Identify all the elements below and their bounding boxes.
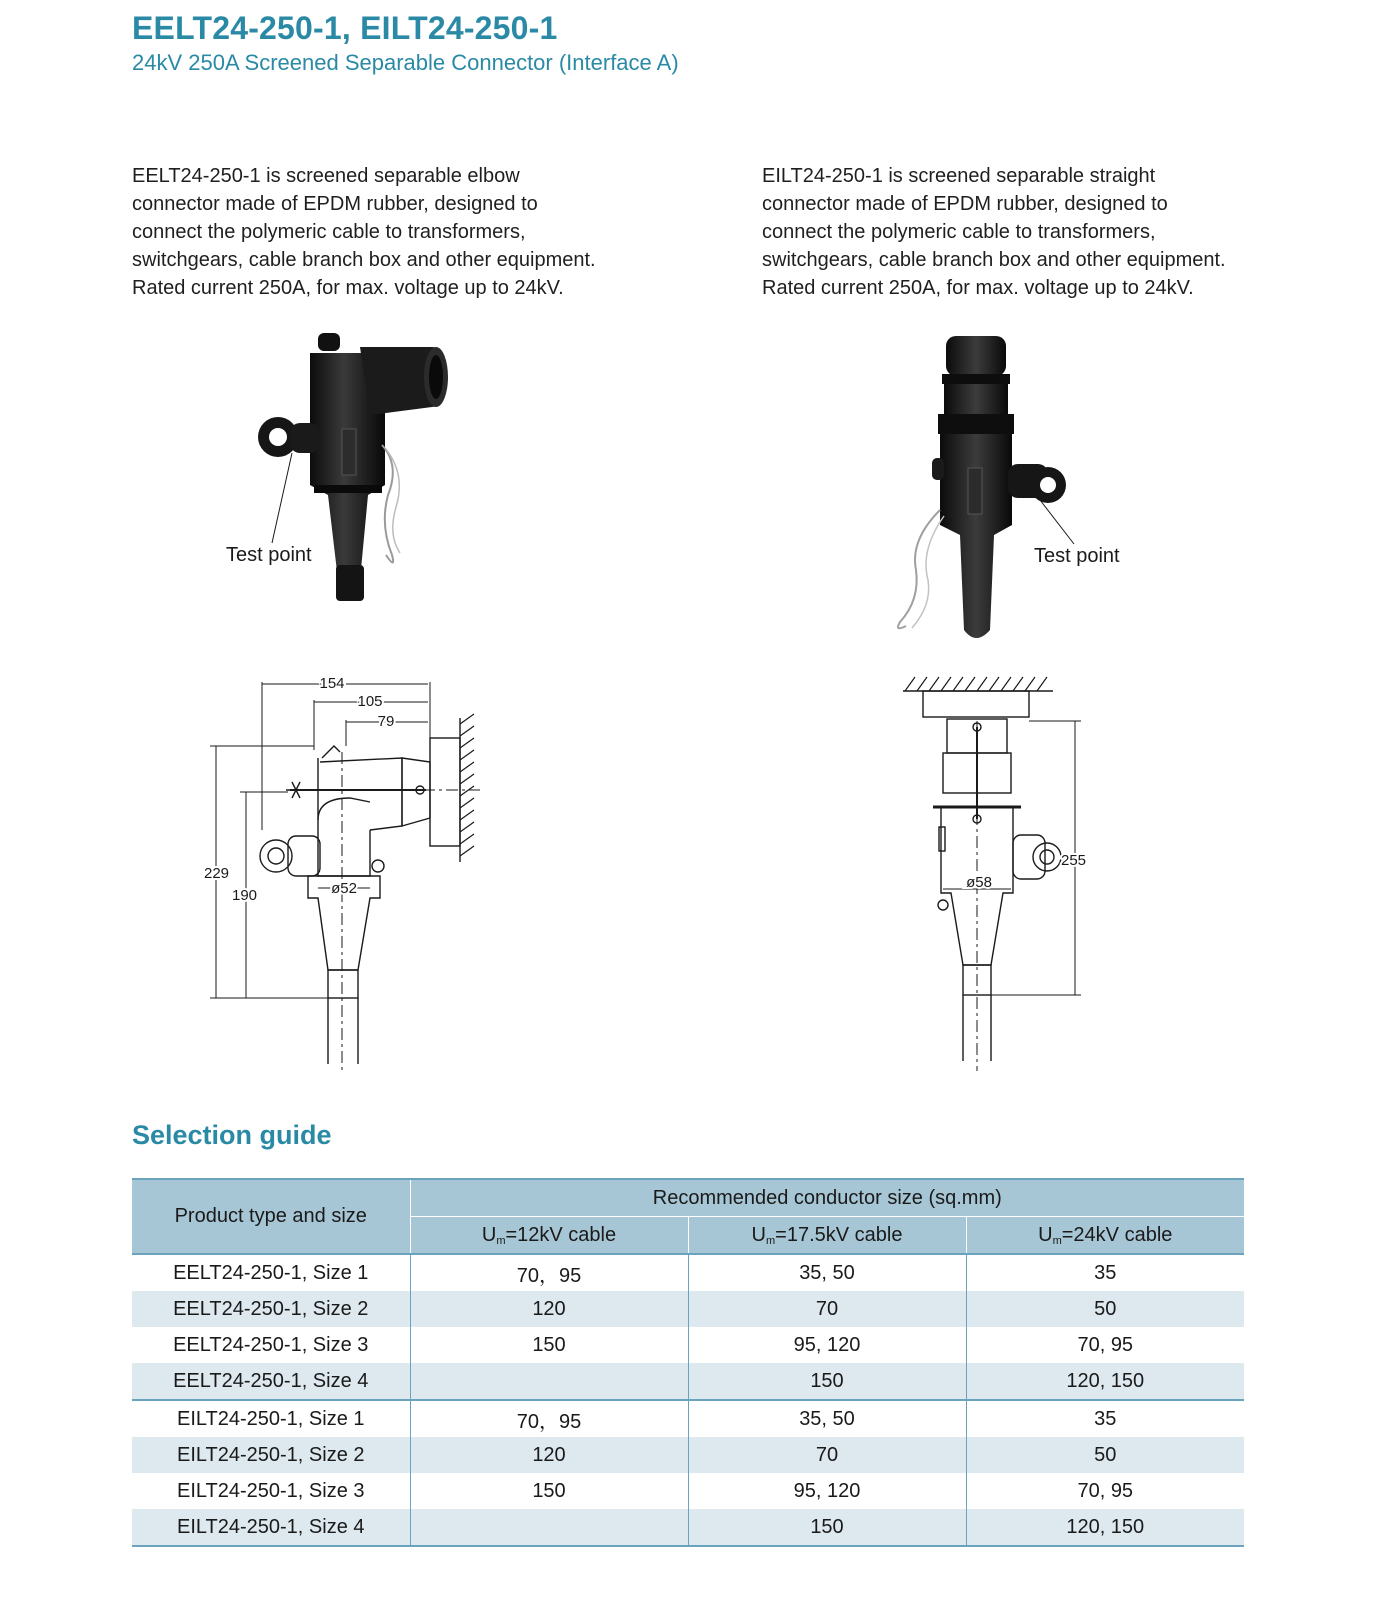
description-line: Rated current 250A, for max. voltage up to 24kV. [132,277,564,299]
test-point-label: Test point [1034,545,1120,567]
product-cell: EILT24-250-1, Size 3 [176,1479,365,1502]
size-12kv-cell [410,1509,688,1546]
header-17-5kv: $U_m=17.5kV$ cable [688,1217,966,1255]
description-line: switchgears, cable branch box and other equipment. [132,249,596,271]
product-cell: EILT24-250-1, Size 2 [132,1437,410,1473]
header-product-type: Product type and size [132,1179,410,1254]
size-24kv-cell: 50 [966,1437,1244,1473]
size-12kv-cell: 120 [410,1291,688,1327]
description-line: connector made of EPDM rubber, designed to [762,193,1168,215]
product-cell: EELT24-250-1, Size 4 [132,1363,410,1400]
header-24kv: $U_m=24kV$ cable [966,1217,1244,1255]
description-line: EILT24-250-1 is screened separable straight [762,165,1156,187]
size-12kv-cell: 150 [410,1473,688,1509]
size-12kv-cell [410,1363,688,1400]
selection-guide-title: Selection guide [132,1120,332,1150]
dimension-label: 255 [1061,852,1087,869]
table-row [132,1291,1244,1327]
size-24kv-cell: 50 [966,1291,1244,1327]
product-cell: EILT24-250-1, Size 4 [132,1509,410,1546]
page-title: EELT24-250-1, EILT24-250-1 [132,10,558,46]
size-17-5kv-cell: 70 [688,1291,966,1327]
dimension-label: ø58 [966,874,992,891]
size-12kv-cell: 70，95 [410,1400,688,1437]
dimension-label: ø52 [331,880,357,897]
dimension-label: 105 [357,693,383,710]
description-line: Rated current 250A, for max. voltage up to 24kV. [762,277,1194,299]
table-row [132,1363,1244,1400]
table-row [132,1437,1244,1473]
elbow-connector-photo [210,325,470,605]
page-subtitle: 24kV 250A Screened Separable Connector (Interface A) [132,50,679,75]
straight-connector-photo [880,330,1140,650]
size-12kv-cell: 120 [410,1437,688,1473]
description-line: switchgears, cable branch box and other equipment. [762,249,1226,271]
dimension-label: 190 [232,887,258,904]
size-24kv-cell: 35 [966,1400,1244,1437]
size-12kv-cell: 150 [410,1327,688,1363]
elbow-connector-description [132,162,672,302]
dimension-label: 154 [319,675,345,692]
product-cell: EELT24-250-1, Size 3 [173,1333,369,1356]
size-17-5kv-cell: 35, 50 [688,1400,966,1437]
test-point-label: Test point [226,544,312,566]
selection-guide-table [132,1178,1244,1547]
product-cell: EELT24-250-1, Size 1 [173,1261,369,1284]
table-row [132,1473,1244,1509]
header-recommended-conductor: Recommended conductor size (sq.mm) [410,1179,1244,1217]
description-line: connector made of EPDM rubber, designed to [132,193,538,215]
size-17-5kv-cell: 70 [688,1437,966,1473]
straight-connector-description [762,162,1302,302]
description-line: connect the polymeric cable to transformers, [132,221,526,243]
size-17-5kv-cell: 95, 120 [688,1327,966,1363]
size-12kv-cell: 70，95 [410,1254,688,1291]
dimension-label: 79 [377,713,395,730]
product-cell: EELT24-250-1, Size 2 [132,1291,410,1327]
table-row [132,1400,1244,1437]
description-line: connect the polymeric cable to transformers, [762,221,1156,243]
size-17-5kv-cell: 150 [688,1509,966,1546]
size-24kv-cell: 70, 95 [966,1327,1244,1363]
size-24kv-cell: 120, 150 [966,1509,1244,1546]
table-row [132,1327,1244,1363]
size-17-5kv-cell: 95, 120 [688,1473,966,1509]
table-row [132,1509,1244,1546]
table-row [132,1254,1244,1291]
elbow-connector-drawing [190,670,490,1080]
size-24kv-cell: 35 [966,1254,1244,1291]
dimension-label: 229 [204,865,230,882]
size-24kv-cell: 70, 95 [966,1473,1244,1509]
size-24kv-cell: 120, 150 [966,1363,1244,1400]
size-17-5kv-cell: 35, 50 [688,1254,966,1291]
straight-connector-drawing [895,665,1115,1080]
product-cell: EILT24-250-1, Size 1 [132,1400,410,1437]
header-12kv: $U_m=12kV$ cable [410,1217,688,1255]
description-line: EELT24-250-1 is screened separable elbow [132,165,520,187]
size-17-5kv-cell: 150 [688,1363,966,1400]
